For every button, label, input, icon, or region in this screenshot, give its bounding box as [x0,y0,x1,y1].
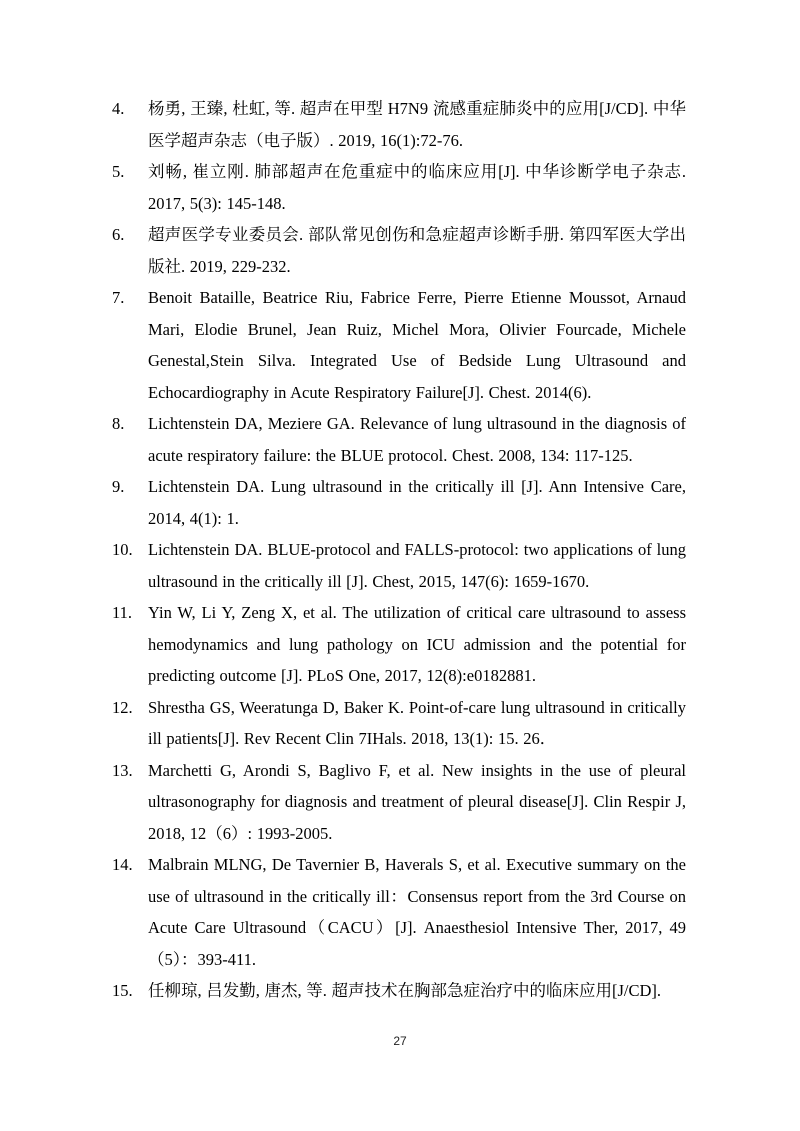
reference-number: 15. [112,981,133,1000]
reference-item [112,471,686,534]
reference-number: 7. [112,288,125,307]
reference-number: 5. [112,162,125,181]
reference-text: 任柳琼, 吕发勤, 唐杰, 等. 超声技术在胸部急症治疗中的临床应用[J/CD]. [148,981,662,1000]
reference-item [112,692,686,755]
reference-item [112,975,686,1007]
reference-number: 12. [112,697,133,717]
reference-item [112,755,686,850]
reference-text: Marchetti G, Arondi S, Baglivo F, et al. New insights in the use of pleural ultrasonography for diagnosis and treatment of pleural disease[J]. Clin Respir J, 2018, 12（6）: 1993-2005. [148,760,686,843]
reference-item [112,156,686,219]
reference-number: 9. [112,477,125,496]
reference-text: Malbrain MLNG, De Tavernier B, Haverals S, et al. Executive summary on the use of ultrasound in the critically ill：Consensus report from the 3rd Course on Acute Care Ultrasound（CACU）[J]. Anaesthesiol Intensive Ther, 2017, 49（5）：393-411. [148,855,686,969]
reference-text: Yin W, Li Y, Zeng X, et al. The utilization of critical care ultrasound to assess hemodynamics and lung pathology on ICU admission and the potential for predicting outcome [J]. PLoS One, 2017, 12(8):e0182881. [148,603,686,685]
reference-item [112,408,686,471]
references-list [112,93,686,1007]
reference-number: 11. [112,603,133,622]
reference-text: Lichtenstein DA. BLUE-protocol and FALLS-protocol: two applications of lung ultrasound in the critically ill [J]. Chest, 2015, 147(6): 1659-1670. [148,540,686,591]
reference-item [112,849,686,975]
reference-text: Lichtenstein DA. Lung ultrasound in the critically ill [J]. Ann Intensive Care, 2014, 4(1): 1. [148,477,686,528]
reference-text: 刘畅, 崔立刚. 肺部超声在危重症中的临床应用[J]. 中华诊断学电子杂志. 2017, 5(3): 145-148. [148,162,686,213]
reference-text: Lichtenstein DA, Meziere GA. Relevance of lung ultrasound in the diagnosis of acute respiratory failure: the BLUE protocol. Chest. 2008, 134: 117-125. [148,414,686,465]
reference-number: 13. [112,760,133,780]
reference-text: Benoit Bataille, Beatrice Riu, Fabrice Ferre, Pierre Etienne Moussot, Arnaud Mari, Elodie Brunel, Jean Ruiz, Michel Mora, Olivier Fourcade, Michele Genestal,Stein Silva. Integrated Use of Bedside Lung Ultrasound and Echocardiography in Acute Respiratory Failure[J]. Chest. 2014(6). [148,288,686,402]
reference-number: 8. [112,414,125,433]
reference-text: Shrestha GS, Weeratunga D, Baker K. Point-of-care lung ultrasound in critically ill patients[J]. Rev Recent Clin 7IHals. 2018, 13(1): 15. 26． [148,697,686,748]
reference-number: 14. [112,855,133,874]
reference-text: 杨勇, 王臻, 杜虹, 等. 超声在甲型 H7N9 流感重症肺炎中的应用[J/CD]. 中华医学超声杂志（电子版）. 2019, 16(1):72-76. [148,99,686,150]
reference-text: 超声医学专业委员会. 部队常见创伤和急症超声诊断手册. 第四军医大学出版社. 2019, 229-232. [148,225,686,276]
reference-number: 4. [112,99,125,118]
reference-item [112,282,686,408]
reference-item [112,597,686,692]
reference-item [112,219,686,282]
reference-item [112,93,686,156]
reference-number: 6. [112,225,125,244]
reference-item [112,534,686,597]
page-number: 27 [393,1034,407,1048]
reference-number: 10. [112,540,133,559]
